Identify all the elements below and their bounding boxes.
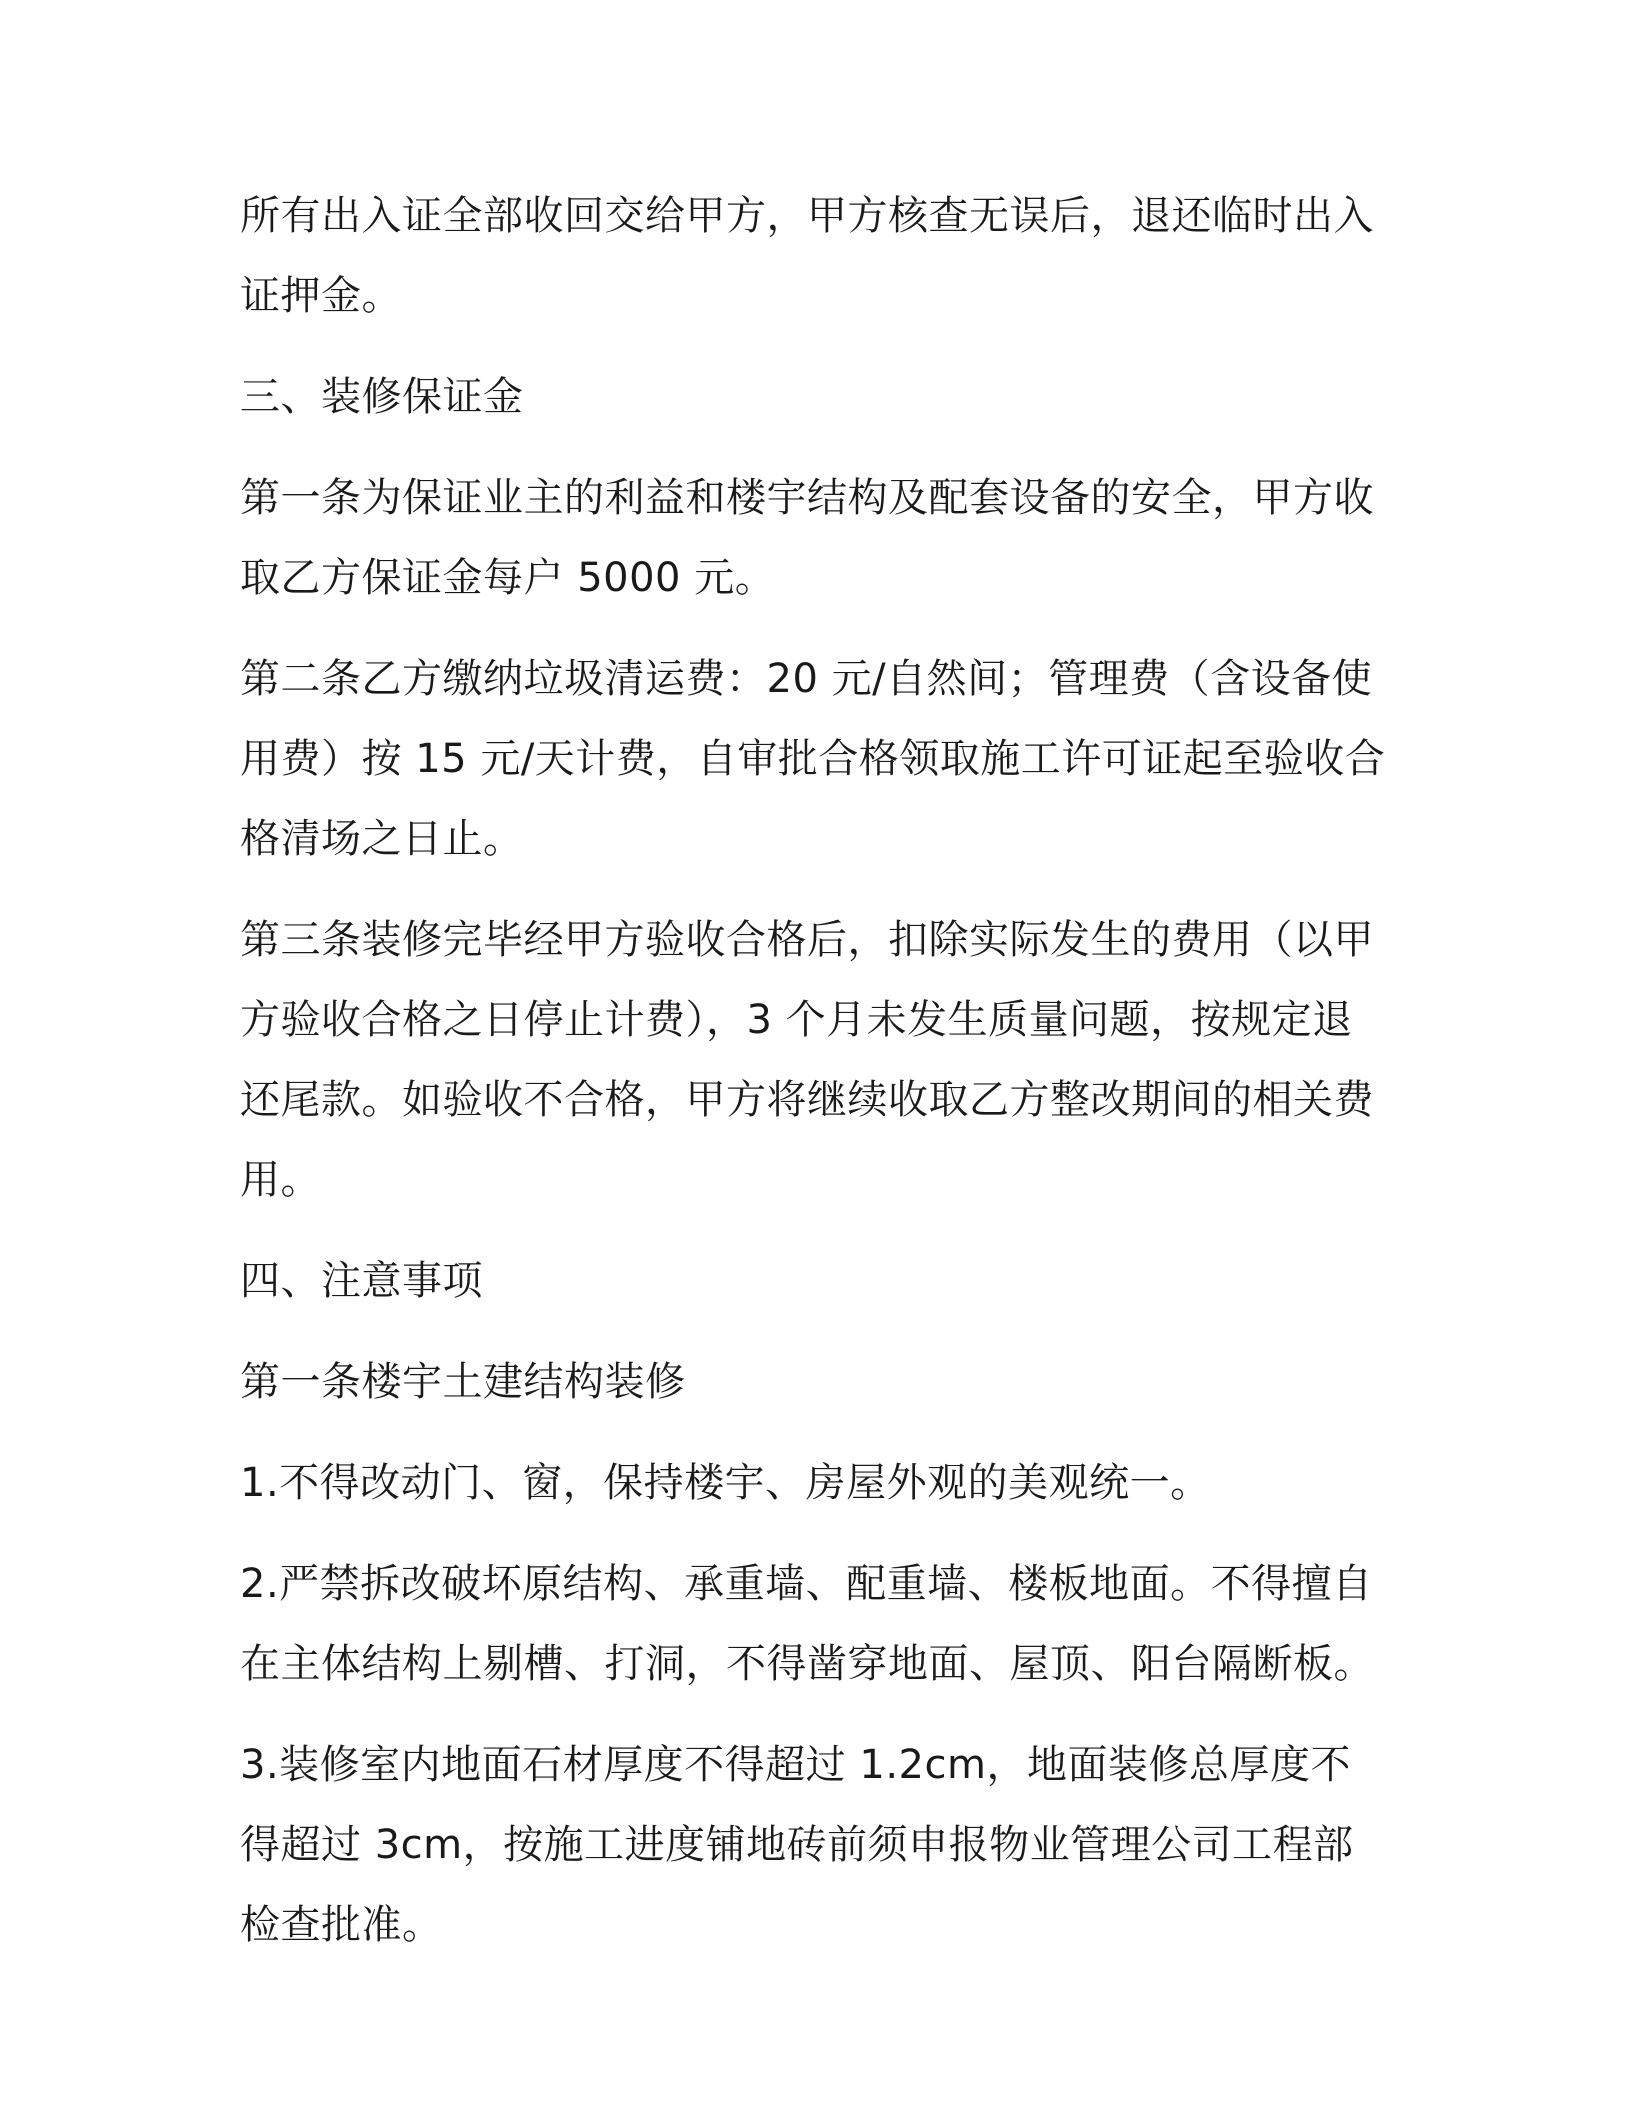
list-item-2: 2.严禁拆改破坏原结构、承重墙、配重墙、楼板地面。不得擅自在主体结构上剔槽、打洞，不得凿穿地面、屋顶、阳台隔断板。	[240, 1561, 1374, 1687]
section-heading-notices: 四、注意事项	[240, 1258, 483, 1304]
paragraph-article-3: 第三条装修完毕经甲方验收合格后，扣除实际发生的费用（以甲方验收合格之日停止计费），3 个月未发生质量问题，按规定退还尾款。如验收不合格，甲方将继续收取乙方整改期间的相关费用。	[240, 917, 1374, 1203]
paragraph-article-2: 第二条乙方缴纳垃圾清运费：20 元/自然间；管理费（含设备使用费）按 15 元/天计费，自审批合格领取施工许可证起至验收合格清场之日止。	[240, 656, 1386, 862]
section-heading-deposit: 三、装修保证金	[240, 374, 524, 420]
list-item-3: 3.装修室内地面石材厚度不得超过 1.2cm，地面装修总厚度不得超过 3cm，按施工进度铺地砖前须申报物业管理公司工程部检查批准。	[240, 1742, 1354, 1948]
document-body	[240, 176, 1390, 1986]
paragraph-article-1: 第一条为保证业主的利益和楼宇结构及配套设备的安全，甲方收取乙方保证金每户 5000 元。	[240, 475, 1374, 601]
paragraph-passes-return: 所有出入证全部收回交给甲方，甲方核查无误后，退还临时出入证押金。	[240, 193, 1374, 319]
paragraph-notice-article-1: 第一条楼宇土建结构装修	[240, 1359, 686, 1405]
list-item-1: 1.不得改动门、窗，保持楼宇、房屋外观的美观统一。	[240, 1460, 1211, 1506]
